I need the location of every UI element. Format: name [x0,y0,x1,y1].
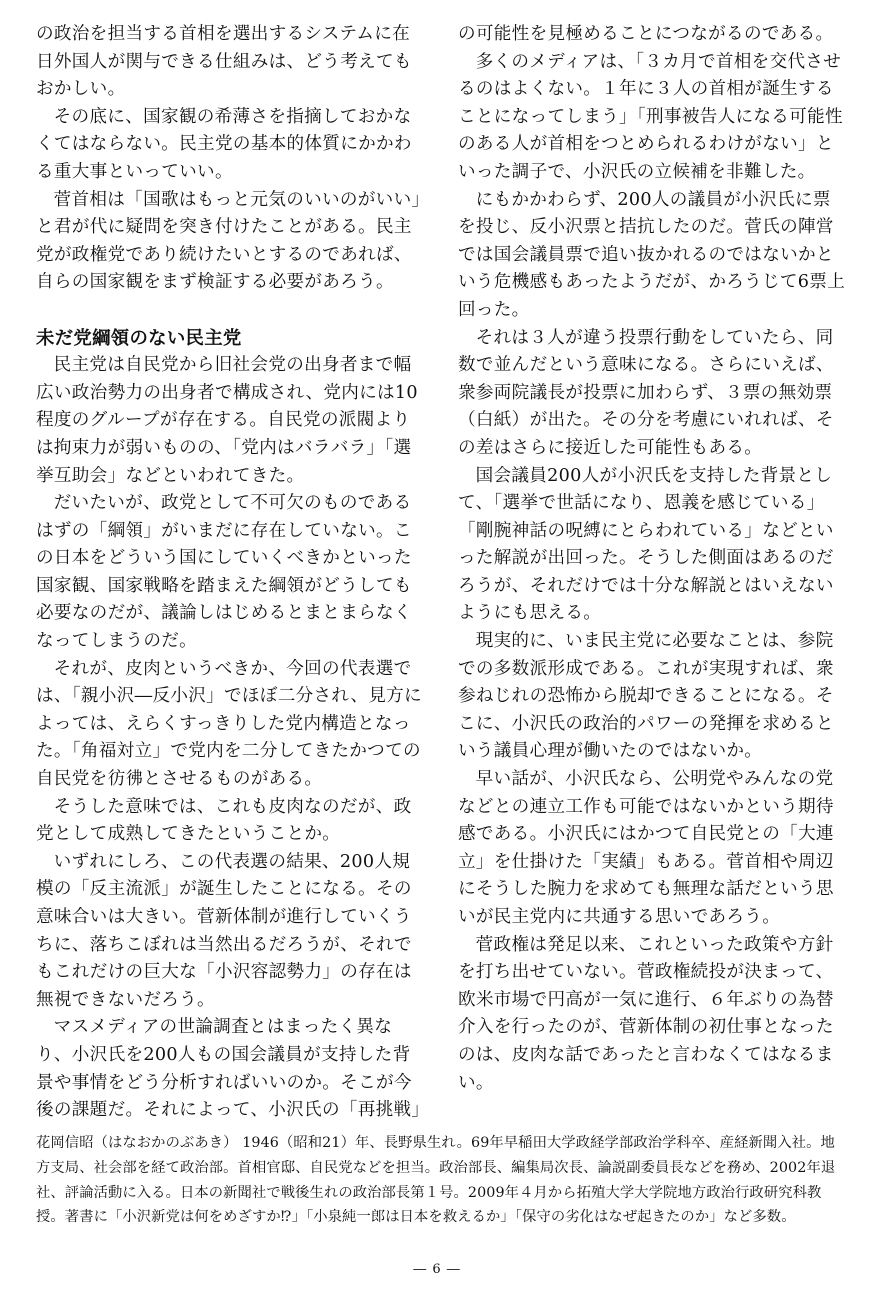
paragraph: いずれにしろ、この代表選の結果、200人規模の「反主流派」が誕生したことになる。その意味合いは大きい。菅新体制が進行していくうちに、落ちこぼれは当然出るだろうが、それでもこれだけの巨大な「小沢容認勢力」の存在は無視できないだろう。 [36,851,412,1010]
paragraph: マスメディアの世論調査とはまったく異なり、小沢氏を200人もの国会議員が支持した背景や事情をどう分析すればいいのか。そこが今後の課題だ。それによって、小沢氏の「再挑戦」 [36,1017,430,1121]
right-column [458,21,848,1097]
section-heading: 未だ党綱領のない民主党 [36,327,242,349]
paragraph: 国会議員200人が小沢氏を支持した背景として、「選挙で世話になり、恩義を感じている」「剛腕神話の呪縛にとらわれている」などといった解説が出回った。そうした側面はあるのだろうが、それだけでは十分な解説とはいえないようにも思える。 [458,465,834,624]
paragraph: にもかかわらず、200人の議員が小沢氏に票を投じ、反小沢票と拮抗したのだ。菅氏の陣営では国会議員票で追い抜かれるのではないかという危機感もあったようだが、かろうじて6票上回った。 [458,189,846,320]
paragraph: 現実的に、いま民主党に必要なことは、参院での多数派形成である。これが実現すれば、衆参ねじれの恐怖から脱却できることになる。そこに、小沢氏の政治的パワーの発揮を求めるという議員心理が働いたのではないか。 [458,631,834,762]
paragraph: 多くのメディアは、「３カ月で首相を交代させるのはよくない。１年に３人の首相が誕生することになってしまう」「刑事被告人になる可能性のある人が首相をつとめられるわけがない」といった調子で、小沢氏の立候補を非難した。 [458,51,843,182]
author-bio [36,1131,836,1230]
paragraph: 菅首相は「国歌はもっと元気のいいのがいい」と君が代に疑問を突き付けたことがある。民主党が政権党であり続けたいとするのであれば、自らの国家観をまず検証する必要があろう。 [36,189,421,293]
paragraph: それは３人が違う投票行動をしていたら、同数で並んだという意味になる。さらにいえば、衆参両院議長が投票に加わらず、３票の無効票（白紙）が出た。その分を考慮にいれれば、その差はさらに接近した可能性もある。 [458,327,834,458]
author-bio-text: 花岡信昭（はなおかのぶあき） 1946（昭和21）年、長野県生れ。69年早稲田大学政経学部政治学科卒、産経新聞入社。地方支局、社会部を経て政治部。首相官邸、自民党などを担当。政治部長、編集局次長、論説副委員長などを務め、2002年退社、評論活動に入る。日本の新聞社で戦後生れの政治部長第１号。2009年４月から拓殖大学大学院地方政治行政研究科教授。著書に「小沢新党は何をめざすか⁉」「小泉純一郎は日本を救えるか」「保守の劣化はなぜ起きたのか」など多数。 [36,1135,836,1226]
paragraph: その底に、国家観の希薄さを指摘しておかなくてはならない。民主党の基本的体質にかかわる重大事といっていい。 [36,106,412,182]
paragraph: 民主党は自民党から旧社会党の出身者まで幅広い政治勢力の出身者で構成され、党内には10程度のグループが存在する。自民党の派閥よりは拘束力が弱いものの、「党内はバラバラ」「選挙互助会」などといわれてきた。 [36,355,418,486]
paragraph: 早い話が、小沢氏なら、公明党やみんなの党などとの連立工作も可能ではないかという期待感である。小沢氏にはかつて自民党との「大連立」を仕掛けた「実績」もある。菅首相や周辺にそうした腕力を求めても無理な話だという思いが民主党内に共通する思いであろう。 [458,769,834,927]
page-number: ― 6 ― [413,1262,461,1277]
paragraph: だいたいが、政党として不可欠のものであるはずの「綱領」がいまだに存在していない。この日本をどういう国にしていくべきかといった国家観、国家戦略を踏まえた綱領がどうしても必要なのだが、議論しはじめるとまとまらなくなってしまうのだ。 [36,493,412,652]
paragraph: 菅政権は発足以来、これといった政策や方針を打ち出せていない。菅政権続投が決まって、欧米市場で円高が一気に進行、６年ぶりの為替介入を行ったのが、菅新体制の初仕事となったのは、皮肉な話であったと言わなくてはなるまい。 [458,934,834,1093]
paragraph: そうした意味では、これも皮肉なのだが、政党として成熟してきたということか。 [36,796,412,845]
paragraph: の可能性を見極めることにつながるのである。 [458,24,834,44]
left-column [36,21,430,1125]
paragraph: の政治を担当する首相を選出するシステムに在日外国人が関与できる仕組みは、どう考えてもおかしい。 [36,24,412,100]
paragraph: それが、皮肉というべきか、今回の代表選では、「親小沢―反小沢」でほぼ二分され、見方によっては、えらくすっきりした党内構造となった。「角福対立」で党内を二分してきたかつての自民党を彷彿とさせるものがある。 [36,658,422,790]
section-gap [36,297,426,325]
